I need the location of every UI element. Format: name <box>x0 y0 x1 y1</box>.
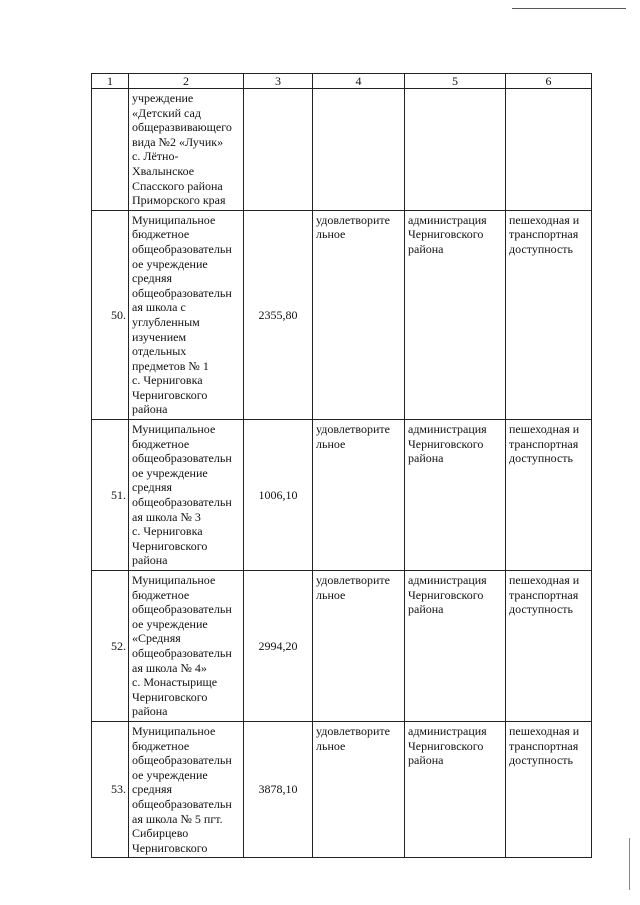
institution-name <box>129 420 244 571</box>
owner-text: администрация Черниговского района <box>408 723 487 768</box>
access-cell <box>506 210 592 419</box>
owner-text: администрация Черниговского района <box>408 212 487 256</box>
area-value: 3878,10 <box>244 721 313 857</box>
margin-mark <box>629 838 630 890</box>
row-number: 51. <box>92 420 129 571</box>
header-col-1: 1 <box>92 74 129 89</box>
table-header <box>92 74 592 89</box>
header-row <box>92 74 592 89</box>
owner-cell <box>405 89 506 211</box>
owner-cell <box>405 210 506 419</box>
access-cell <box>506 721 592 857</box>
area-value <box>244 89 313 211</box>
condition-cell <box>313 89 405 211</box>
header-col-3: 3 <box>244 74 313 89</box>
access-text: пешеходная и транспортная доступность <box>509 422 580 466</box>
area-value: 2355,80 <box>244 210 313 419</box>
owner-cell <box>405 571 506 722</box>
institution-name-text: Муниципальное бюджетное общеобразовательн ое учреждение средняя общеобразовательн ая школа с углубленным изучением отдельных предметов № 1 с. Черниговка Черниговского района <box>132 212 232 417</box>
condition-text: удовлетворите льное <box>316 422 390 451</box>
institution-name-text: Муниципальное бюджетное общеобразовательн ое учреждение «Средняя общеобразовательн ая школа № 4» с. Монастырище Черниговского района <box>132 573 232 719</box>
facilities-table <box>91 73 592 858</box>
condition-text: удовлетворите льное <box>316 723 390 753</box>
condition-cell <box>313 721 405 857</box>
header-col-4: 4 <box>313 74 405 89</box>
table-row <box>92 420 592 571</box>
institution-name-text: учреждение «Детский сад общеразвивающего вида №2 «Лучик» с. Лётно- Хвалынское Спасского района Приморского края <box>132 91 232 208</box>
condition-cell <box>313 210 405 419</box>
owner-cell <box>405 420 506 571</box>
condition-cell <box>313 420 405 571</box>
access-cell <box>506 89 592 211</box>
access-cell <box>506 571 592 722</box>
owner-cell <box>405 721 506 857</box>
institution-name-text: Муниципальное бюджетное общеобразовательн ое учреждение средняя общеобразовательн ая школа № 3 с. Черниговка Черниговского района <box>132 422 232 568</box>
condition-text: удовлетворите льное <box>316 573 390 602</box>
institution-name <box>129 721 244 857</box>
header-col-5: 5 <box>405 74 506 89</box>
institution-name <box>129 210 244 419</box>
access-text: пешеходная и транспортная доступность <box>509 723 580 768</box>
table-row <box>92 721 592 857</box>
institution-name <box>129 571 244 722</box>
access-text: пешеходная и транспортная доступность <box>509 573 580 617</box>
row-number <box>92 89 129 211</box>
condition-cell <box>313 571 405 722</box>
header-col-2: 2 <box>129 74 244 89</box>
header-col-6: 6 <box>506 74 592 89</box>
area-value: 2994,20 <box>244 571 313 722</box>
row-number: 53. <box>92 721 129 857</box>
condition-text: удовлетворите льное <box>316 212 390 242</box>
table-row <box>92 571 592 722</box>
table-row <box>92 89 592 211</box>
row-number: 52. <box>92 571 129 722</box>
access-text: пешеходная и транспортная доступность <box>509 212 580 256</box>
top-rule-line <box>512 8 626 9</box>
institution-name-text: Муниципальное бюджетное общеобразовательн ое учреждение средняя общеобразовательн ая школа № 5 пгт. Сибирцево Черниговского <box>132 723 232 855</box>
row-number: 50. <box>92 210 129 419</box>
table-row <box>92 210 592 419</box>
owner-text: администрация Черниговского района <box>408 422 487 466</box>
institution-name <box>129 89 244 211</box>
owner-text: администрация Черниговского района <box>408 573 487 617</box>
area-value: 1006,10 <box>244 420 313 571</box>
table-body <box>92 89 592 858</box>
access-cell <box>506 420 592 571</box>
